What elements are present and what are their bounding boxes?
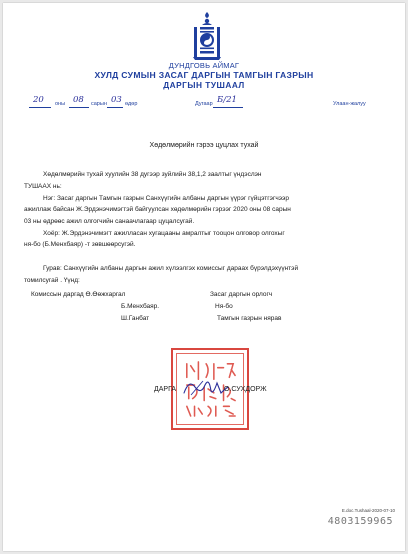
paragraph-3-line-1: Хоёр: Ж.Эрдэнэчимэгт ажилласан хугацааны амралтыг тооцон олговор олгохыг <box>43 230 285 237</box>
commission-row-2-role: Ня-бо <box>215 303 233 310</box>
paragraph-4-line-1: Гурав: Санхүүгийн албаны даргын ажил хүлээлгэх комиссыг дараах бүрэлдэхүүнтэй <box>43 265 299 272</box>
year-label: оны <box>55 101 66 107</box>
commission-row-2-name: Б.Менхбаяр. <box>121 303 160 310</box>
signatory-title: ДАРГА <box>154 386 177 393</box>
paragraph-2-line-2: ажиллаж байсан Ж.Эрдэнэчимэгтэй байгуулсан хөдөлмөрийн гэрээг 2020 оны 08 сарын <box>24 206 291 213</box>
paragraph-1-line-2: ТУШААХ нь: <box>24 183 62 190</box>
document-subject: Хөдөлмөрийн гэрээ цуцлах тухай <box>149 142 259 149</box>
serial-number: 4803159965 <box>327 516 393 527</box>
paragraph-1-line-1: Хөдөлмөрийн тухай хуулийн 38 дугээр зуйлийн 38,1,2 заалтыг үндэслэн <box>43 171 262 178</box>
signatory-name: О.СУХДОРЖ <box>224 386 267 393</box>
commission-row-3-role: Тамгын газрын нярав <box>217 315 282 322</box>
paragraph-3-line-2: ня-бо (Б.Менхбаяр) -т зөвшөөрсугэй. <box>24 241 136 248</box>
commission-row-3-name: Ш.Ганбат <box>121 315 150 322</box>
soyombo-emblem-icon <box>191 11 223 61</box>
month-label: сарын <box>91 101 107 107</box>
document-type: ДАРГЫН ТУШААЛ <box>163 80 245 90</box>
paragraph-2-line-1: Нэг: Засаг даргын Тамгын газрын Санхүүгийн албаны даргын үүрэг гүйцэтгэгчээр <box>43 195 289 202</box>
year-value: 20 <box>33 95 44 105</box>
commission-row-1-role: Засаг даргын орлогч <box>210 291 273 298</box>
paragraph-2-line-3: 03 ны өдрөөс ажил олгогчийн санаачлагаар цуцалсугай. <box>24 218 195 225</box>
number-value: Б/21 <box>217 95 237 105</box>
commission-row-1-name: Комиссын даргад Ө.Өөжхаргал <box>31 291 126 298</box>
paragraph-4-line-2: томилсугай . Үүнд: <box>24 277 80 284</box>
place-name: Улаан-жалуу <box>333 101 366 107</box>
office-name: ХУЛД СУМЫН ЗАСАГ ДАРГЫН ТАМГЫН ГАЗРЫН <box>94 70 314 80</box>
month-value: 08 <box>73 95 84 105</box>
aimag-name: ДУНДГОВЬ АЙМАГ <box>168 61 240 70</box>
file-reference: E.doc.Tushaal-2020-07-10 <box>341 508 395 513</box>
day-value: 03 <box>111 95 122 105</box>
day-label: өдөр <box>125 101 138 107</box>
number-label: Дугаар <box>195 101 213 107</box>
document-page <box>3 3 405 551</box>
